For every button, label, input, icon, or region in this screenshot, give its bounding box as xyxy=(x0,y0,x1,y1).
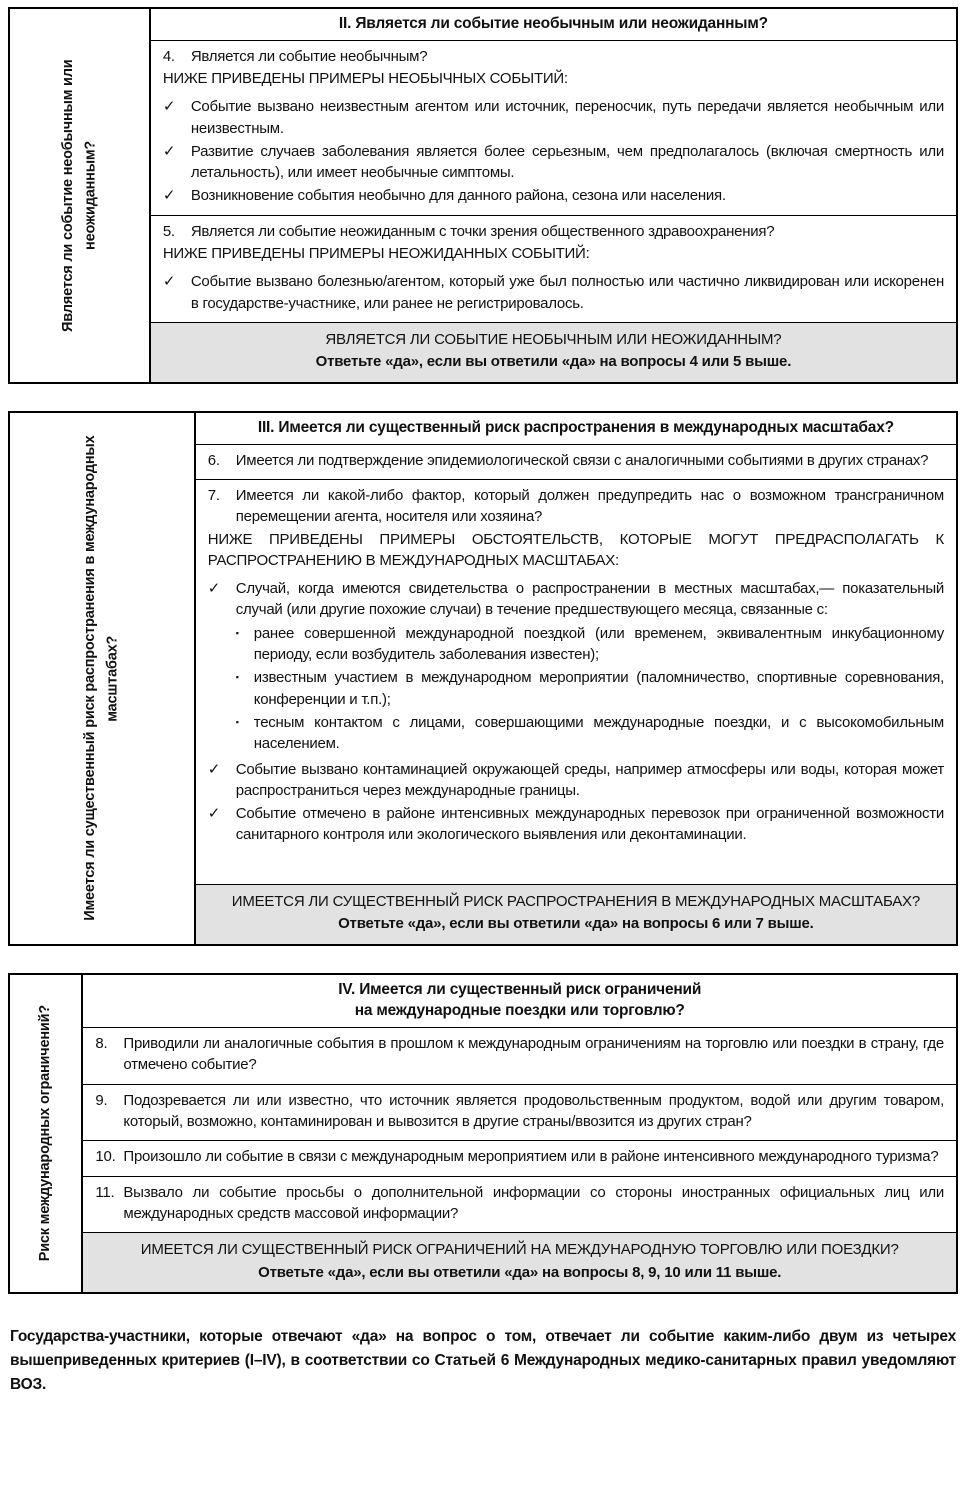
square-bullet-icon: ▪ xyxy=(235,672,239,683)
checkmark-icon: ✓ xyxy=(207,760,221,778)
footer-question: ЯВЛЯЕТСЯ ЛИ СОБЫТИЕ НЕОБЫЧНЫМ ИЛИ НЕОЖИДАННЫМ? xyxy=(325,330,782,348)
examples-intro: НИЖЕ ПРИВЕДЕНЫ ПРИМЕРЫ НЕОЖИДАННЫХ СОБЫТИЙ: xyxy=(162,245,590,263)
examples-intro: НИЖЕ ПРИВЕДЕНЫ ПРИМЕРЫ НЕОБЫЧНЫХ СОБЫТИЙ: xyxy=(162,69,568,87)
sub-example-item xyxy=(236,667,944,710)
example-text: Событие вызвано болезнью/агентом, который уже был полностью или частично ликвидирован или искоренен в государстве-участнике, или ранее не регистрировалось. xyxy=(190,273,944,312)
examples-list xyxy=(163,271,944,314)
checkmark-icon: ✓ xyxy=(207,805,221,823)
section-ii-title: II. Является ли событие необычным или неожиданным? xyxy=(151,9,956,41)
question-6 xyxy=(208,450,944,471)
square-bullet-icon: ▪ xyxy=(235,716,239,727)
section-iv-side-label: Риск международных ограничений? xyxy=(37,1005,54,1262)
question-text: Имеется ли какой-либо фактор, который должен предупредить нас о возможном трансграничном перемещении агента, носителя или хозяина? xyxy=(235,486,944,526)
example-text: Событие вызвано неизвестным агентом или источник, переносчик, путь передачи является необычным или неизвестным. xyxy=(190,98,944,137)
question-7 xyxy=(208,485,944,528)
question-5 xyxy=(163,221,944,242)
section-iv-title xyxy=(83,975,956,1028)
question-number: 6. xyxy=(207,451,220,469)
example-text: Событие отмечено в районе интенсивных международных перевозок при ограниченной возможности санитарного контроля или экологического выявления или деконтаминации. xyxy=(235,805,944,844)
question-text: Является ли событие неожиданным с точки зрения общественного здравоохранения? xyxy=(190,222,775,240)
question-9 xyxy=(95,1090,944,1133)
checkmark-icon: ✓ xyxy=(207,580,221,598)
section-ii-side-label-cell xyxy=(10,9,151,382)
section-iii-main xyxy=(196,413,956,944)
sub-example-item xyxy=(236,712,944,755)
question-5-row xyxy=(151,216,956,323)
example-text: Случай, когда имеются свидетельства о распространении в местных масштабах,— показательный случай (или другие похожие случаи) в течение предшествующего месяца, связанные с: xyxy=(235,580,944,619)
sub-examples-list xyxy=(236,623,944,755)
section-ii-main xyxy=(151,9,956,382)
section-iii-side-label-cell xyxy=(10,413,196,944)
question-text: Является ли событие необычным? xyxy=(190,47,428,65)
question-10-row xyxy=(83,1141,956,1176)
question-text: Подозревается ли или известно, что источник является продовольственным продуктом, водой или другим товаром, который, возможно, контаминирован и вывозится в другие страны/ввозится из других стран? xyxy=(123,1091,944,1130)
question-9-row xyxy=(83,1085,956,1142)
section-iii-side-label: Имеется ли существенный риск распространения в международных масштабах? xyxy=(82,435,121,921)
question-4 xyxy=(163,46,944,67)
example-text: Возникновение события необычно для данного района, сезона или населения. xyxy=(190,187,726,205)
example-item xyxy=(163,141,944,184)
question-6-row xyxy=(196,445,956,480)
question-8 xyxy=(95,1033,944,1076)
question-number: 7. xyxy=(207,486,220,504)
question-number: 4. xyxy=(162,47,175,65)
footer-instruction: Ответьте «да», если вы ответили «да» на вопросы 4 или 5 выше. xyxy=(315,353,792,371)
example-item xyxy=(163,185,944,206)
section-iii-summary-footer xyxy=(196,885,956,944)
examples-list xyxy=(163,96,944,206)
question-number: 10. xyxy=(95,1148,116,1166)
checkmark-icon: ✓ xyxy=(162,187,176,205)
section-iv-summary-footer xyxy=(83,1233,956,1292)
example-item xyxy=(163,271,944,314)
example-item xyxy=(208,578,944,621)
section-ii-side-label: Является ли событие необычным или неожиданным? xyxy=(59,59,99,332)
example-item-with-subitems xyxy=(208,578,944,756)
question-8-row xyxy=(83,1028,956,1085)
question-10 xyxy=(95,1146,944,1167)
checkmark-icon: ✓ xyxy=(162,98,176,116)
sub-example-text: ранее совершенной международной поездкой (или временем, эквивалентным инкубационному периоду, если возбудитель заболевания известен); xyxy=(253,624,944,664)
example-text: Развитие случаев заболевания является более серьезным, чем предполагалось (включая смертность или летальность), или имеет необычные симптомы. xyxy=(190,142,944,182)
question-text: Имеется ли подтверждение эпидемиологической связи с аналогичными событиями в других странах? xyxy=(235,451,929,469)
checkmark-icon: ✓ xyxy=(162,142,176,160)
question-number: 8. xyxy=(95,1035,108,1053)
sub-example-text: тесным контактом с лицами, совершающими международные поездки, и с высокомобильным населением. xyxy=(253,713,944,753)
example-item xyxy=(208,759,944,802)
section-ii-summary-footer xyxy=(151,323,956,382)
question-text: Приводили ли аналогичные события в прошлом к международным ограничениям на торговлю или поездки в страну, где отмечено событие? xyxy=(123,1035,944,1074)
section-iii-table xyxy=(8,411,958,946)
footer-instruction: Ответьте «да», если вы ответили «да» на вопросы 8, 9, 10 или 11 выше. xyxy=(258,1263,782,1281)
who-notification-note: Государства-участники, которые отвечают «да» на вопрос о том, отвечает ли событие каким-либо двум из четырех вышеприведенных критериев (I–IV), в соответствии со Статьей 6 Международных медико-санитарных правил уведомляют ВОЗ. xyxy=(10,1328,956,1394)
section-ii-table xyxy=(8,7,958,384)
question-text: Произошло ли событие в связи с международным мероприятием или в районе интенсивного международного туризма? xyxy=(123,1148,939,1166)
footer-question: ИМЕЕТСЯ ЛИ СУЩЕСТВЕННЫЙ РИСК РАСПРОСТРАНЕНИЯ В МЕЖДУНАРОДНЫХ МАСШТАБАХ? xyxy=(231,892,921,910)
section-iv-table xyxy=(8,973,958,1294)
sub-example-item xyxy=(236,623,944,666)
question-number: 5. xyxy=(162,222,175,240)
footer-question: ИМЕЕТСЯ ЛИ СУЩЕСТВЕННЫЙ РИСК ОГРАНИЧЕНИЙ НА МЕЖДУНАРОДНУЮ ТОРГОВЛЮ ИЛИ ПОЕЗДКИ? xyxy=(140,1241,899,1259)
section-iv-title-line1: IV. Имеется ли существенный риск ограничений xyxy=(338,980,702,998)
section-iii-title: III. Имеется ли существенный риск распространения в международных масштабах? xyxy=(196,413,956,445)
checkmark-icon: ✓ xyxy=(162,273,176,291)
section-iv-title-line2: на международные поездки или торговлю? xyxy=(354,1002,685,1020)
sub-example-text: известным участием в международном мероприятии (паломничество, спортивные соревнования, конференции и т.п.); xyxy=(253,669,944,708)
question-number: 9. xyxy=(95,1091,108,1109)
question-11 xyxy=(95,1182,944,1225)
examples-list xyxy=(208,578,944,846)
question-7-row xyxy=(196,480,956,885)
examples-intro: НИЖЕ ПРИВЕДЕНЫ ПРИМЕРЫ ОБСТОЯТЕЛЬСТВ, КОТОРЫЕ МОГУТ ПРЕДРАСПОЛАГАТЬ К РАСПРОСТРАНЕНИЮ В МЕЖДУНАРОДНЫХ МАСШТАБАХ: xyxy=(207,530,944,569)
question-4-row xyxy=(151,41,956,216)
example-text: Событие вызвано контаминацией окружающей среды, например атмосферы или воды, которая может распространиться через международные границы. xyxy=(235,760,944,799)
example-item xyxy=(163,96,944,139)
footer-instruction: Ответьте «да», если вы ответили «да» на вопросы 6 или 7 выше. xyxy=(338,915,814,933)
example-item xyxy=(208,803,944,846)
question-number: 11. xyxy=(95,1183,115,1201)
question-text: Вызвало ли событие просьбы о дополнительной информации со стороны иностранных официальных лиц или международных средств массовой информации? xyxy=(123,1183,944,1222)
square-bullet-icon: ▪ xyxy=(235,627,239,638)
question-11-row xyxy=(83,1177,956,1234)
